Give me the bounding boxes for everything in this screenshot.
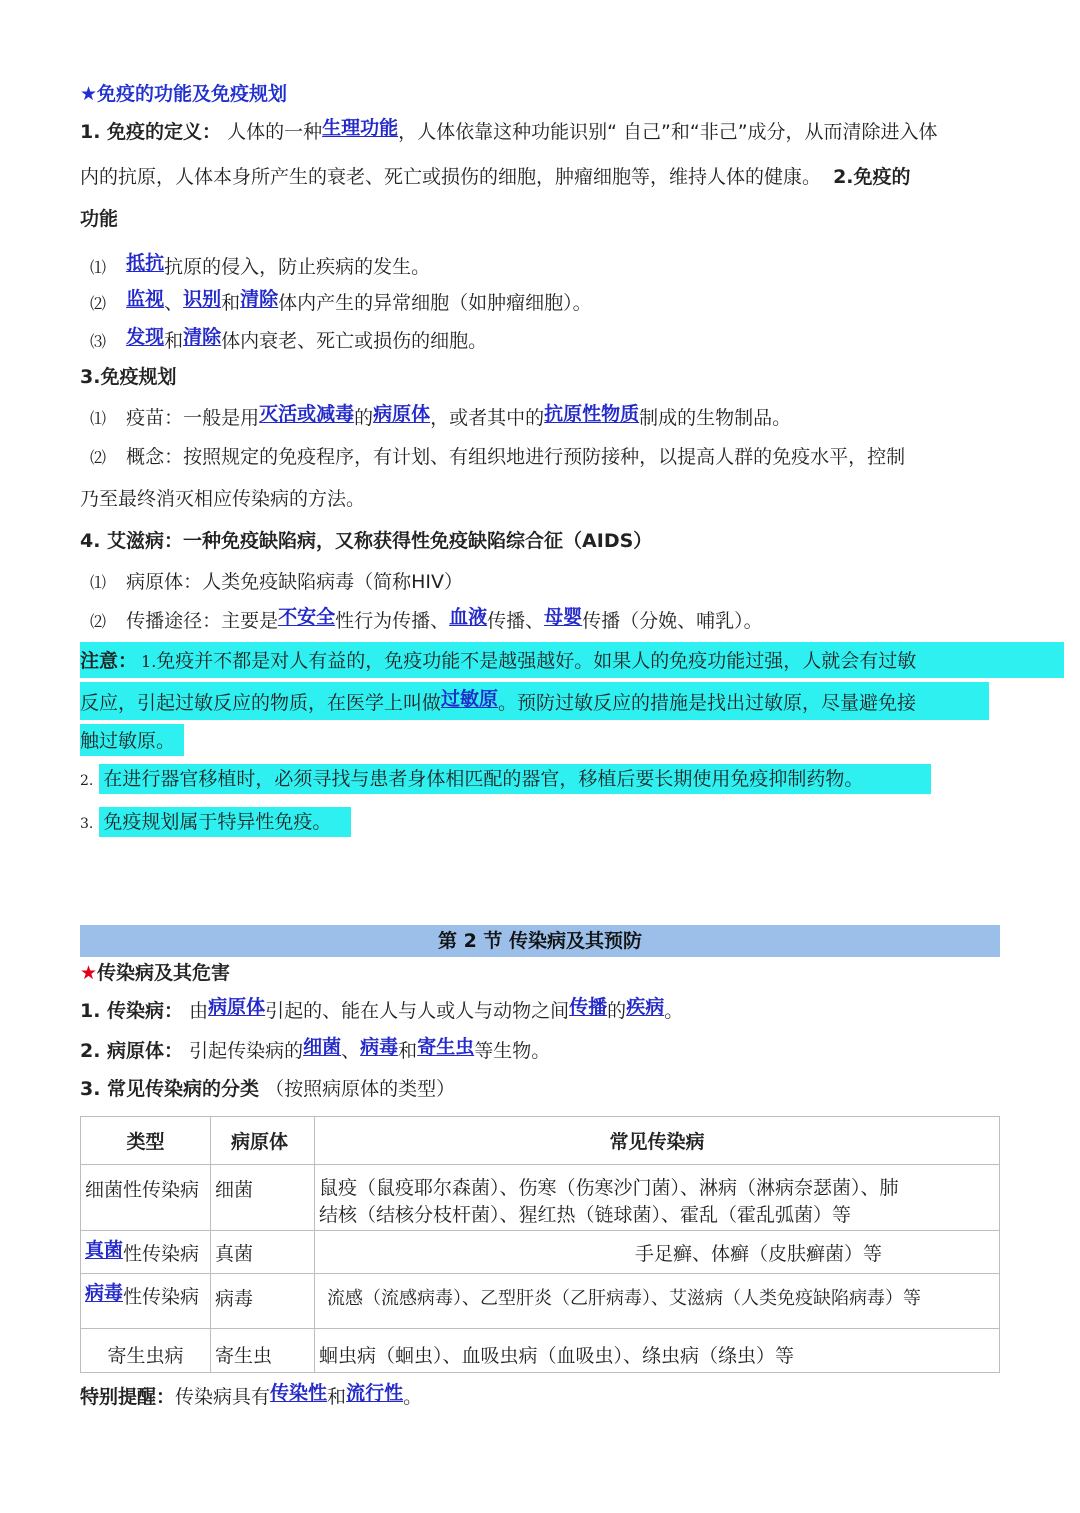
text: 性传染病 [123,1243,200,1265]
item-number: 1. [141,652,157,671]
table-row [81,1231,1000,1274]
keyword: 过敏原 [441,688,499,710]
table-header-row [81,1117,1000,1165]
keyword: 流行性 [346,1382,404,1404]
note-label: 注意： [80,650,138,672]
item-number: 2. [80,773,94,789]
text: 概念：按照规定的免疫程序，有计划、有组织地进行预防接种，以提高人群的免疫水平，控制 [126,446,906,468]
keyword: 病原体 [208,996,266,1018]
def-label: 3. 常见传染病的分类 [80,1078,260,1100]
text: 等生物。 [474,1040,551,1062]
section-heading-infectious [80,960,230,986]
section-heading-immunity: ★免疫的功能及免疫规划 [80,83,288,105]
keyword: 母婴 [544,606,583,628]
classification-table [80,1116,1000,1373]
function-item-2 [90,290,592,317]
text: 抗原的侵入，防止疾病的发生。 [164,256,431,278]
item-number: 3. [80,816,94,832]
keyword: 传染性 [270,1382,328,1404]
text: 传播、 [487,610,545,632]
table-cell: 流感（流感病毒）、乙型肝炎（乙肝病毒）、艾滋病（人类免疫缺陷病毒）等 [315,1274,1000,1329]
text: 反应，引起过敏反应的物质，在医学上叫做 [80,692,442,714]
table-cell: 真菌 [211,1231,315,1274]
keyword: 病毒 [360,1036,399,1058]
text: 由 [189,1000,209,1022]
text: 在进行器官移植时，必须寻找与患者身体相匹配的器官，移植后要长期使用免疫抑制药物。 [103,768,864,790]
text: 制成的生物制品。 [639,407,792,429]
text: 性行为传播、 [335,610,450,632]
plan-item-2 [90,444,905,471]
item-number: ⑵ [90,448,107,467]
aids-item-1 [90,569,463,596]
text: 引起的、能在人与人或人与动物之间 [265,1000,570,1022]
text: 和 [398,1040,418,1062]
star-icon: ★ [80,962,98,984]
infectious-def-1 [80,998,683,1024]
table-header: 病原体 [211,1117,315,1165]
text: 、 [164,292,184,314]
function-item-3 [90,328,487,355]
keyword: 不安全 [278,606,336,628]
keyword: 真菌 [85,1239,124,1261]
table-header: 常见传染病 [315,1117,1000,1165]
def-label: 1. 传染病： [80,1000,184,1022]
item-number: ⑴ [90,573,107,592]
table-row [81,1329,1000,1373]
table-cell: 寄生虫 [211,1329,315,1373]
keyword: 灭活或减毒 [259,403,355,425]
keyword: 抵抗 [126,252,165,274]
function-label: 2.免疫的 [833,166,911,188]
keyword: 清除 [240,288,279,310]
text: 和 [327,1386,347,1408]
text: 疫苗：一般是用 [126,407,260,429]
text: 。 [403,1386,423,1408]
text: 、 [341,1040,361,1062]
text: 体内衰老、死亡或损伤的细胞。 [221,330,488,352]
text: ，人体依靠这种功能识别“ 自己”和“非己”成分，从而清除进入体 [398,121,938,143]
keyword: 监视 [126,288,165,310]
text: 传播途径：主要是 [126,610,279,632]
infectious-def-2 [80,1038,550,1064]
item-number: ⑴ [90,409,107,428]
item-number: ⑶ [90,332,107,351]
keyword: 抗原性物质 [544,403,640,425]
text: ，或者其中的 [430,407,545,429]
note-2 [80,766,863,794]
text: 传染病具有 [175,1386,271,1408]
plan-label: 3.免疫规划 [80,366,177,388]
item-number: ⑴ [90,258,107,277]
item-number: ⑵ [90,294,107,313]
text: 性传染病 [123,1286,200,1308]
table-cell [81,1274,211,1329]
table-row [81,1165,1000,1231]
text: 和 [221,292,241,314]
keyword: 生理功能 [322,117,399,139]
table-cell: 细菌性传染病 [81,1165,211,1231]
note-3 [80,809,331,837]
heading-text: 传染病及其危害 [97,962,231,984]
text: 引起传染病的 [189,1040,304,1062]
text: 免疫并不都是对人有益的，免疫功能不是越强越好。如果人的免疫功能过强，人就会有过敏 [156,650,917,672]
table-cell: 细菌 [211,1165,315,1231]
text: 体内产生的异常细胞（如肿瘤细胞）。 [278,292,592,314]
table-cell: 寄生虫病 [81,1329,211,1373]
text: 和 [164,330,184,352]
definition-line-2 [80,164,911,190]
text: 的 [354,407,374,429]
infectious-def-3 [80,1076,455,1102]
note-line-3: 触过敏原。 [80,730,176,752]
text: 病原体：人类免疫缺陷病毒（简称HIV） [126,571,463,593]
keyword: 血液 [449,606,488,628]
text: 的 [607,1000,627,1022]
table-header: 类型 [81,1117,211,1165]
special-reminder [80,1384,422,1410]
aids-label: 4. 艾滋病：一种免疫缺陷病，又称获得性免疫缺陷综合征（AIDS） [80,530,653,552]
keyword: 传播 [569,996,608,1018]
aids-item-2 [90,608,763,635]
keyword: 清除 [183,326,222,348]
text: 。 [664,1000,684,1022]
text: 人体的一种 [227,121,323,143]
function-item-1 [90,254,430,281]
table-cell: 病毒 [211,1274,315,1329]
text: 。预防过敏反应的措施是找出过敏原，尽量避免接 [498,692,917,714]
definition-line-1 [80,119,938,145]
plan-item-2-cont: 乃至最终消灭相应传染病的方法。 [80,488,366,510]
table-cell: 手足癣、体癣（皮肤癣菌）等 [315,1231,1000,1274]
definition-label: 1. 免疫的定义： [80,121,222,143]
text: 传播（分娩、哺乳）。 [582,610,763,632]
keyword: 寄生虫 [417,1036,475,1058]
item-number: ⑵ [90,612,107,631]
note-line-2 [80,690,916,716]
function-label-cont: 功能 [80,208,119,230]
keyword: 识别 [183,288,222,310]
table-cell [315,1165,1000,1231]
note-line-1 [80,648,916,675]
keyword: 病毒 [85,1282,124,1304]
text: （按照病原体的类型） [265,1078,456,1100]
table-cell [81,1231,211,1274]
keyword: 病原体 [373,403,431,425]
table-cell: 蛔虫病（蛔虫）、血吸虫病（血吸虫）、绦虫病（绦虫）等 [315,1329,1000,1373]
cell-line: 鼠疫（鼠疫耶尔森菌）、伤寒（伤寒沙门菌）、淋病（淋病奈瑟菌）、肺 [319,1177,899,1199]
keyword: 发现 [126,326,165,348]
text: 免疫规划属于特异性免疫。 [103,811,332,833]
table-row [81,1274,1000,1329]
text: 内的抗原，人体本身所产生的衰老、死亡或损伤的细胞，肿瘤细胞等，维持人体的健康。 [80,166,822,188]
reminder-label: 特别提醒： [80,1386,176,1408]
keyword: 疾病 [626,996,665,1018]
def-label: 2. 病原体： [80,1040,184,1062]
cell-line: 结核（结核分枝杆菌）、猩红热（链球菌）、霍乱（霍乱弧菌）等 [319,1204,852,1226]
section-bar-title: 第 2 节 传染病及其预防 [80,925,1000,957]
plan-item-1 [90,405,791,432]
keyword: 细菌 [303,1036,342,1058]
